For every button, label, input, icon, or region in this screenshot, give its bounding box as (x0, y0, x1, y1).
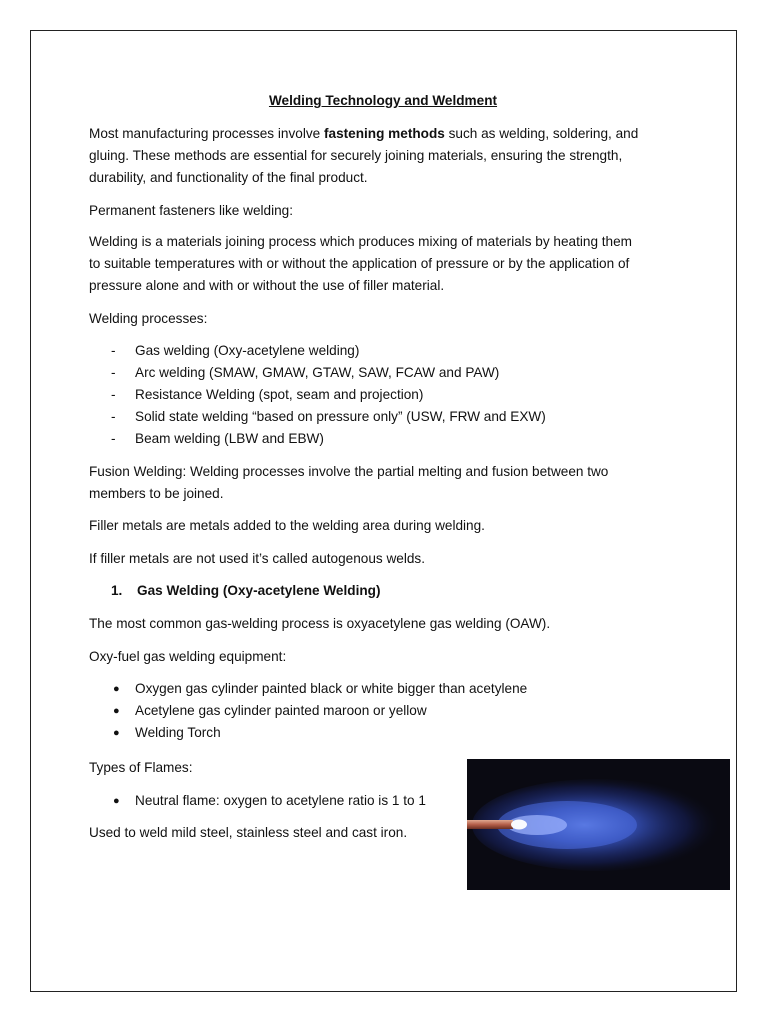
processes-list (89, 340, 689, 450)
list-item-text: Resistance Welding (spot, seam and projection) (135, 387, 424, 402)
list-item-text: Gas welding (Oxy-acetylene welding) (135, 343, 360, 358)
flame-types-label: Types of Flames: (89, 760, 193, 775)
list-item (89, 406, 689, 428)
intro-line-3: durability, and functionality of the final product. (89, 170, 368, 185)
definition-line-3: pressure alone and with or without the use of filler material. (89, 278, 445, 293)
intro-line-1 (89, 123, 689, 145)
fasteners-paragraph: Permanent fasteners like welding: (89, 203, 294, 218)
autogenous-paragraph: If filler metals are not used it’s called autogenous welds. (89, 551, 426, 566)
bullet-marker: ● (113, 705, 120, 717)
neutral-use-paragraph: Used to weld mild steel, stainless steel and cast iron. (89, 825, 408, 840)
flames-list (89, 790, 459, 812)
oaw-paragraph: The most common gas-welding process is oxyacetylene gas welding (OAW). (89, 616, 551, 631)
section-number: 1. (111, 583, 123, 598)
list-item (89, 678, 689, 700)
list-item-text: Solid state welding “based on pressure only” (USW, FRW and EXW) (135, 409, 546, 424)
list-item-text: Arc welding (SMAW, GMAW, GTAW, SAW, FCAW and PAW) (135, 365, 500, 380)
list-item (89, 340, 689, 362)
dash-marker: - (111, 387, 116, 402)
equipment-list (89, 678, 689, 744)
list-item (89, 790, 459, 812)
list-item-text: Acetylene gas cylinder painted maroon or yellow (135, 703, 427, 718)
fusion-line-1: Fusion Welding: Welding processes involve the partial melting and fusion between two (89, 464, 609, 479)
intro-text-a: Most manufacturing processes involve (89, 126, 324, 141)
dash-marker: - (111, 343, 116, 358)
bullet-marker: ● (113, 683, 120, 695)
document-title: Welding Technology and Weldment (268, 93, 498, 108)
filler-paragraph: Filler metals are metals added to the welding area during welding. (89, 518, 485, 533)
definition-paragraph (89, 231, 689, 297)
intro-line-2: gluing. These methods are essential for securely joining materials, ensuring the strength, (89, 148, 623, 163)
bullet-marker: ● (113, 727, 120, 739)
list-item-text: Welding Torch (135, 725, 221, 740)
list-item-text: Oxygen gas cylinder painted black or white bigger than acetylene (135, 681, 528, 696)
document-page (30, 30, 737, 992)
intro-text-b: such as welding, soldering, and (444, 126, 639, 141)
list-item (89, 722, 689, 744)
fusion-line-2: members to be joined. (89, 486, 224, 501)
dash-marker: - (111, 431, 116, 446)
equipment-label: Oxy-fuel gas welding equipment: (89, 649, 287, 664)
intro-bold-phrase: fastening methods (323, 126, 445, 141)
processes-label: Welding processes: (89, 311, 208, 326)
definition-line-2: to suitable temperatures with or without the application of pressure or by the application of (89, 256, 630, 271)
list-item (89, 384, 689, 406)
section-heading-gas-welding (111, 580, 381, 602)
list-item-text: Neutral flame: oxygen to acetylene ratio is 1 to 1 (135, 793, 426, 808)
list-item (89, 428, 689, 450)
intro-paragraph (89, 123, 689, 189)
list-item (89, 362, 689, 384)
neutral-flame-image (467, 759, 730, 890)
dash-marker: - (111, 365, 116, 380)
definition-line-1: Welding is a materials joining process which produces mixing of materials by heating them (89, 234, 632, 249)
section-heading-text: Gas Welding (Oxy-acetylene Welding) (137, 583, 381, 598)
flame-illustration (467, 759, 730, 890)
bullet-marker: ● (113, 795, 120, 807)
list-item (89, 700, 689, 722)
fusion-paragraph (89, 461, 689, 505)
dash-marker: - (111, 409, 116, 424)
list-item-text: Beam welding (LBW and EBW) (135, 431, 324, 446)
